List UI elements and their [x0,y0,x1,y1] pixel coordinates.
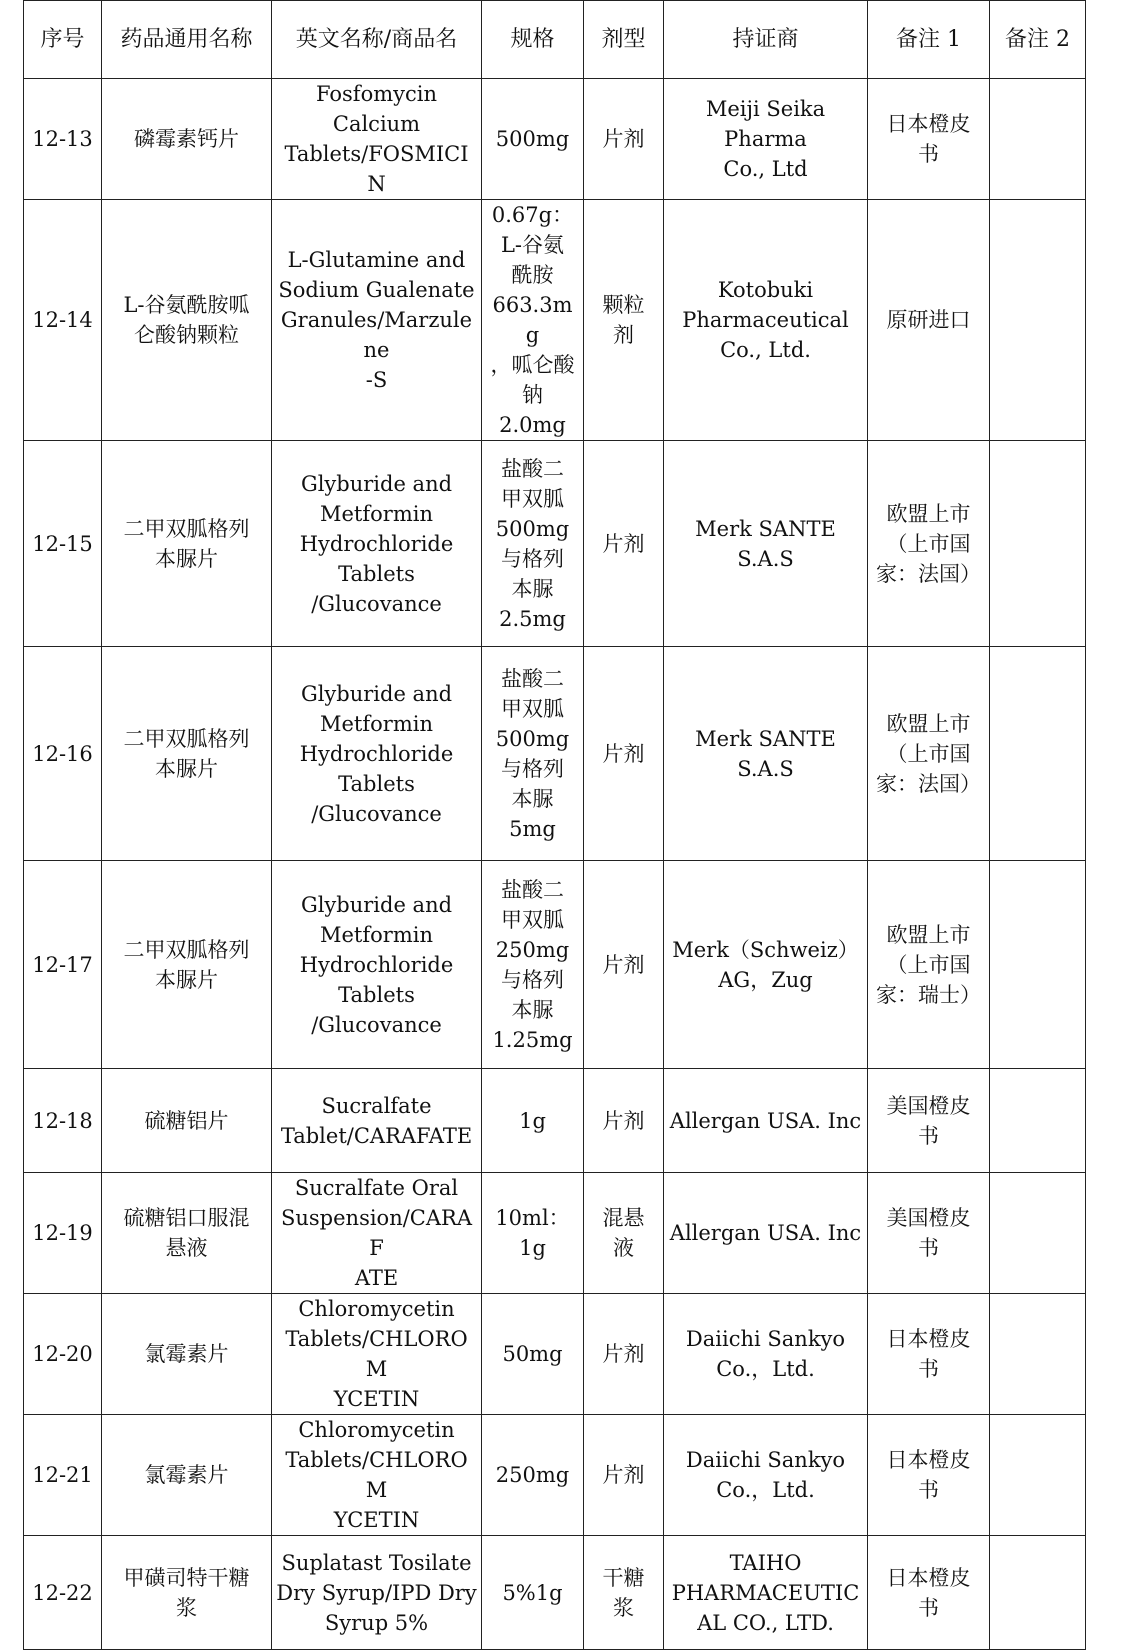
cell-note2 [990,79,1086,200]
cell-form: 片剂 [584,1069,664,1173]
cell-name-cn: L-谷氨酰胺呱 仑酸钠颗粒 [102,200,272,441]
table-row [24,200,1086,441]
cell-holder: Merk（Schweiz） AG，Zug [664,861,868,1069]
cell-note1: 美国橙皮 书 [868,1069,990,1173]
cell-spec: 盐酸二 甲双胍 250mg 与格列 本脲 1.25mg [482,861,584,1069]
cell-name-cn: 二甲双胍格列 本脲片 [102,441,272,647]
cell-holder: Allergan USA. Inc [664,1069,868,1173]
table-row [24,1069,1086,1173]
table-row [24,1294,1086,1415]
cell-note2 [990,861,1086,1069]
cell-note2 [990,1294,1086,1415]
cell-note1: 欧盟上市 （上市国 家：瑞士） [868,861,990,1069]
cell-note2 [990,200,1086,441]
cell-name-en: Sucralfate Oral Suspension/CARAF ATE [272,1173,482,1294]
cell-no: 12-13 [24,79,102,200]
cell-no: 12-17 [24,861,102,1069]
cell-name-cn: 二甲双胍格列 本脲片 [102,861,272,1069]
cell-spec: 盐酸二 甲双胍 500mg 与格列 本脲 2.5mg [482,441,584,647]
cell-holder: Daiichi Sankyo Co.，Ltd. [664,1415,868,1536]
cell-holder: Allergan USA. Inc [664,1173,868,1294]
cell-note1: 美国橙皮 书 [868,1173,990,1294]
cell-spec: 5%1g [482,1536,584,1650]
cell-spec: 10ml： 1g [482,1173,584,1294]
cell-note2 [990,441,1086,647]
cell-note2 [990,1069,1086,1173]
cell-spec: 250mg [482,1415,584,1536]
cell-form: 片剂 [584,79,664,200]
header-form: 剂型 [584,1,664,79]
cell-name-en: Glyburide and Metformin Hydrochloride Tablets /Glucovance [272,441,482,647]
cell-form: 混悬 液 [584,1173,664,1294]
cell-note1: 日本橙皮 书 [868,1294,990,1415]
cell-name-en: Sucralfate Tablet/CARAFATE [272,1069,482,1173]
cell-name-cn: 磷霉素钙片 [102,79,272,200]
header-name-en: 英文名称/商品名 [272,1,482,79]
cell-holder: Merk SANTE S.A.S [664,441,868,647]
cell-name-en: Chloromycetin Tablets/CHLOROM YCETIN [272,1294,482,1415]
table-row [24,441,1086,647]
cell-name-en: Fosfomycin Calcium Tablets/FOSMICIN [272,79,482,200]
header-note1: 备注 1 [868,1,990,79]
cell-holder: Meiji Seika Pharma Co., Ltd [664,79,868,200]
drug-table [23,0,1086,1650]
cell-holder: Merk SANTE S.A.S [664,647,868,861]
cell-name-en: Suplatast Tosilate Dry Syrup/IPD Dry Syrup 5% [272,1536,482,1650]
cell-name-cn: 二甲双胍格列 本脲片 [102,647,272,861]
cell-no: 12-14 [24,200,102,441]
cell-note1: 原研进口 [868,200,990,441]
cell-spec: 50mg [482,1294,584,1415]
cell-holder: TAIHO PHARMACEUTIC AL CO., LTD. [664,1536,868,1650]
cell-name-cn: 甲磺司特干糖 浆 [102,1536,272,1650]
cell-no: 12-16 [24,647,102,861]
table-row [24,79,1086,200]
header-name-cn: 药品通用名称 [102,1,272,79]
cell-name-en: Chloromycetin Tablets/CHLOROM YCETIN [272,1415,482,1536]
cell-note1: 日本橙皮 书 [868,1415,990,1536]
cell-form: 颗粒 剂 [584,200,664,441]
cell-note1: 日本橙皮 书 [868,79,990,200]
cell-name-cn: 氯霉素片 [102,1294,272,1415]
cell-no: 12-18 [24,1069,102,1173]
table-row [24,861,1086,1069]
cell-note2 [990,1173,1086,1294]
cell-no: 12-20 [24,1294,102,1415]
header-holder: 持证商 [664,1,868,79]
cell-name-cn: 硫糖铝片 [102,1069,272,1173]
cell-note1: 日本橙皮 书 [868,1536,990,1650]
cell-form: 片剂 [584,647,664,861]
cell-spec: 500mg [482,79,584,200]
header-spec: 规格 [482,1,584,79]
table-row [24,647,1086,861]
cell-note2 [990,1415,1086,1536]
table-row [24,1415,1086,1536]
cell-holder: Kotobuki Pharmaceutical Co., Ltd. [664,200,868,441]
cell-no: 12-15 [24,441,102,647]
cell-form: 干糖 浆 [584,1536,664,1650]
cell-form: 片剂 [584,861,664,1069]
cell-spec: 盐酸二 甲双胍 500mg 与格列 本脲 5mg [482,647,584,861]
cell-note1: 欧盟上市 （上市国 家：法国） [868,647,990,861]
cell-form: 片剂 [584,1294,664,1415]
cell-holder: Daiichi Sankyo Co.，Ltd. [664,1294,868,1415]
header-row [24,1,1086,79]
cell-note2 [990,1536,1086,1650]
cell-no: 12-19 [24,1173,102,1294]
cell-spec: 0.67g： L-谷氨 酰胺 663.3mg ，呱仑酸 钠 2.0mg [482,200,584,441]
cell-no: 12-22 [24,1536,102,1650]
cell-name-cn: 硫糖铝口服混 悬液 [102,1173,272,1294]
header-note2: 备注 2 [990,1,1086,79]
table-row [24,1536,1086,1650]
cell-name-en: L-Glutamine and Sodium Gualenate Granules/Marzulene -S [272,200,482,441]
cell-form: 片剂 [584,1415,664,1536]
header-no: 序号 [24,1,102,79]
cell-form: 片剂 [584,441,664,647]
table-row [24,1173,1086,1294]
cell-name-cn: 氯霉素片 [102,1415,272,1536]
cell-note1: 欧盟上市 （上市国 家：法国） [868,441,990,647]
cell-spec: 1g [482,1069,584,1173]
cell-name-en: Glyburide and Metformin Hydrochloride Tablets /Glucovance [272,861,482,1069]
cell-name-en: Glyburide and Metformin Hydrochloride Tablets /Glucovance [272,647,482,861]
cell-note2 [990,647,1086,861]
cell-no: 12-21 [24,1415,102,1536]
